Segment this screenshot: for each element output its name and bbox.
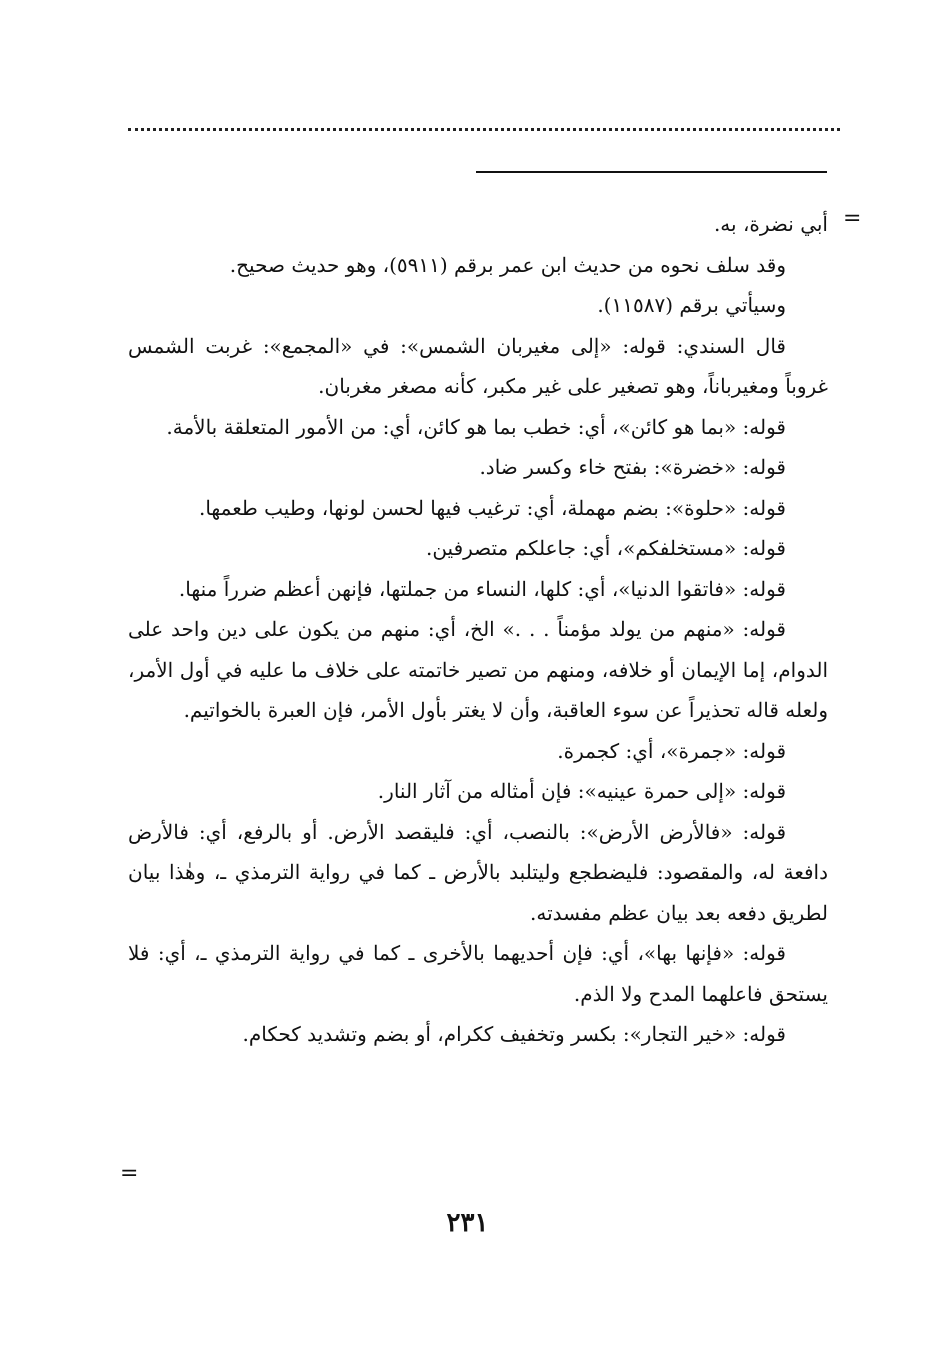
paragraph: وقد سلف نحوه من حديث ابن عمر برقم (٥٩١١)، وهو حديث صحيح. bbox=[229, 252, 786, 277]
footnote-separator-rule bbox=[476, 171, 827, 173]
continuation-marker-top: = bbox=[843, 206, 862, 231]
continuation-marker-bottom: = bbox=[120, 1161, 139, 1186]
paragraph: قوله: «فإنها بها»، أي: فإن أحديهما بالأخرى ـ كما في رواية الترمذي ـ، أي: فلا يستحق فاعلهما المدح ولا الذم. bbox=[128, 941, 828, 1006]
paragraph: قوله: «إلى حمرة عينيه»: فإن أمثاله من آثار النار. bbox=[377, 779, 786, 803]
paragraph: قوله: «منهم من يولد مؤمناً . . .» الخ، أي: منهم من يكون على دين واحد على الدوام، إما الإيمان أو خلافه، ومنهم من تصير خاتمته على خلاف ما عليه في أول الأمر، ولعله قاله تحذيراً عن سوء العاقبة، وأن لا يغتر بأول الأمر، فإن العبرة بالخواتيم. bbox=[128, 617, 828, 722]
page-number: ٢٣١ bbox=[446, 1208, 489, 1238]
paragraph: قوله: «خضرة»: بفتح خاء وكسر ضاد. bbox=[479, 455, 786, 479]
paragraph: قوله: «فاتقوا الدنيا»، أي: كلها، النساء من جملتها، فإنهن أعظم ضرراً منها. bbox=[178, 576, 786, 601]
paragraph: قوله: «بما هو كائن»، أي: خطب بما هو كائن، أي: من الأمور المتعلقة بالأمة. bbox=[166, 414, 786, 439]
paragraph: وسيأتي برقم (١١٥٨٧). bbox=[597, 293, 786, 317]
paragraph: قوله: «خير التجار»: بكسر وتخفيف ككرام، أو بضم وتشديد كحكام. bbox=[242, 1022, 786, 1046]
paragraph: أبي نضرة، به. bbox=[713, 212, 828, 236]
paragraph: قوله: «جمرة»، أي: كجمرة. bbox=[557, 738, 786, 763]
footnote-text-block bbox=[128, 204, 828, 1055]
header-dotted-line bbox=[128, 128, 840, 131]
paragraph: قوله: «حلوة»: بضم مهملة، أي: ترغيب فيها لحسن لونها، وطيب طعمها. bbox=[198, 495, 786, 520]
paragraph: قوله: «فالأرض الأرض»: بالنصب، أي: فليقصد الأرض. أو بالرفع، أي: فالأرض دافعة له، والمقصود: فليضطجع وليتلبد بالأرض ـ كما في رواية الترمذي ـ، وهٰذا بيان لطريق دفعه بعد بيان عظم مفسدته. bbox=[128, 819, 828, 925]
paragraph: قوله: «مستخلفكم»، أي: جاعلكم متصرفين. bbox=[425, 536, 786, 560]
paragraph: قال السندي: قوله: «إلى مغيربان الشمس»: في «المجمع»: غربت الشمس غروباً ومغيرباناً، وهو تصغير على غير مكبر، كأنه مصغر مغربان. bbox=[128, 333, 828, 398]
